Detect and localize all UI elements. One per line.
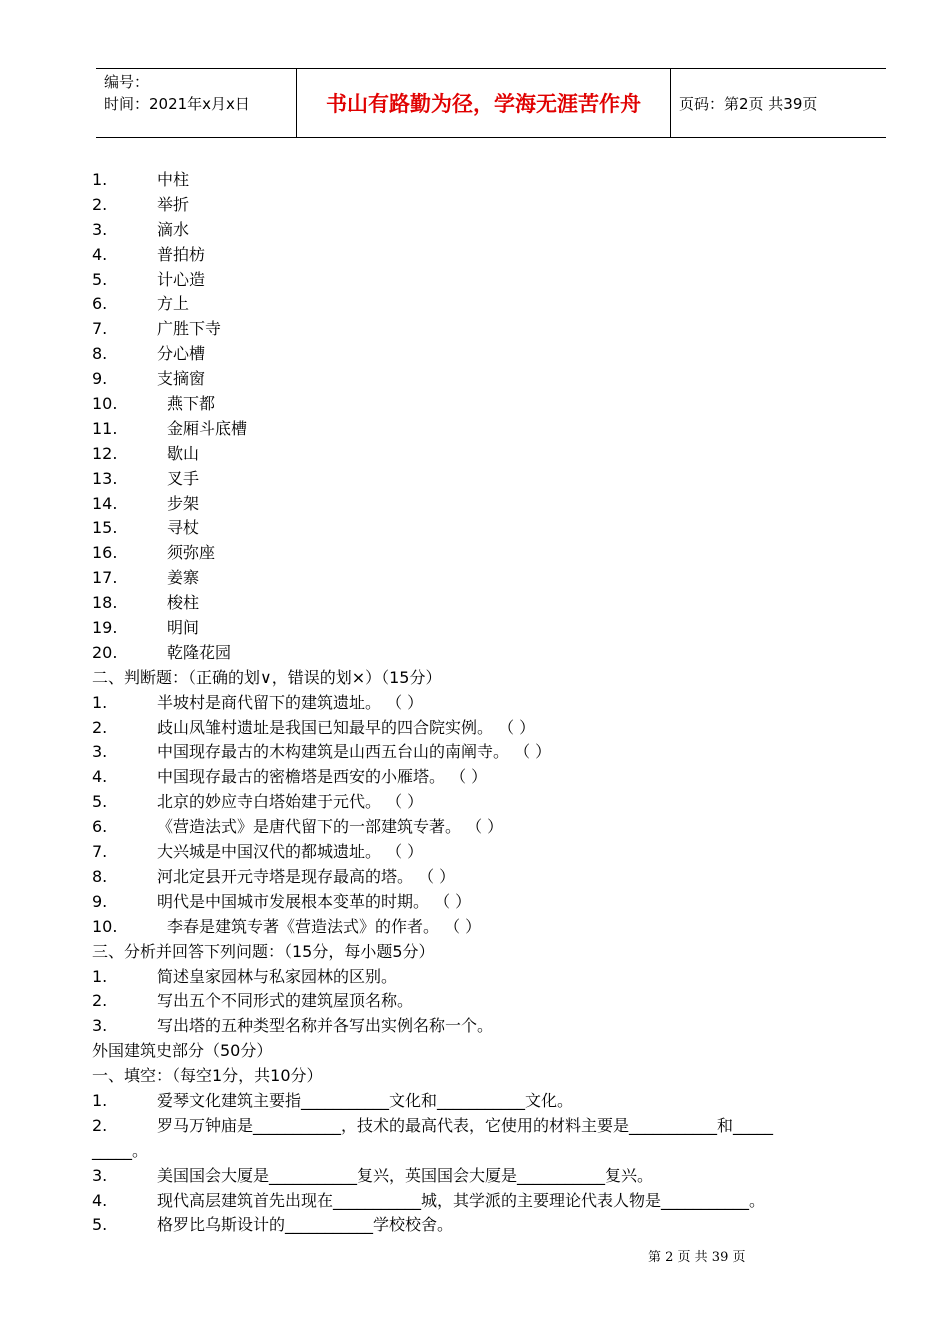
section-heading: 二、判断题：（正确的划∨，错误的划×）（15分）	[92, 667, 442, 687]
list-item: 5. 计心造	[92, 269, 206, 289]
list-item: 8. 河北定县开元寺塔是现存最高的塔。 （ ）	[92, 866, 456, 886]
part-heading: 外国建筑史部分（50分）	[92, 1041, 273, 1061]
list-item: 7. 广胜下寺	[92, 319, 222, 339]
list-item: 19. 明间	[92, 618, 200, 638]
list-item: 5. 格罗比乌斯设计的___________学校校舍。	[92, 1215, 454, 1235]
list-item: 15. 寻杖	[92, 518, 200, 538]
header-divider	[670, 69, 671, 137]
number-label: 编号：	[104, 73, 150, 91]
list-item: 3. 滴水	[92, 219, 190, 239]
list-item: 11. 金厢斗底槽	[92, 418, 248, 438]
section-heading: 三、分析并回答下列问题：（15分，每小题5分）	[92, 941, 435, 961]
page-info: 页码：第2页 共39页	[679, 95, 818, 113]
list-item-continuation: _____。	[92, 1140, 149, 1160]
section-heading: 一、填空：（每空1分，共10分）	[92, 1066, 323, 1086]
list-item: 4. 中国现存最古的密檐塔是西安的小雁塔。 （ ）	[92, 767, 488, 787]
list-item: 13. 叉手	[92, 468, 200, 488]
list-item: 10. 燕下都	[92, 394, 216, 414]
header-meta	[104, 71, 250, 115]
list-item: 3. 美国国会大厦是___________复兴，英国国会大厦是___________复兴。	[92, 1165, 654, 1185]
list-item: 6. 方上	[92, 294, 190, 314]
list-item: 4. 普拍枋	[92, 244, 206, 264]
document-body	[90, 168, 892, 1238]
list-item: 9. 明代是中国城市发展根本变革的时期。 （ ）	[92, 891, 472, 911]
list-item: 5. 北京的妙应寺白塔始建于元代。 （ ）	[92, 792, 424, 812]
list-item: 12. 歇山	[92, 443, 200, 463]
list-item: 20. 乾隆花园	[92, 642, 232, 662]
list-item: 14. 步架	[92, 493, 200, 513]
list-item: 16. 须弥座	[92, 543, 216, 563]
list-item: 3. 写出塔的五种类型名称并各写出实例名称一个。	[92, 1016, 494, 1036]
list-item: 2. 歧山凤雏村遗址是我国已知最早的四合院实例。 （ ）	[92, 717, 536, 737]
page-footer: 第 2 页 共 39 页	[648, 1250, 746, 1265]
list-item: 6. 《营造法式》是唐代留下的一部建筑专著。 （ ）	[92, 817, 504, 837]
time-label: 时间：2021年x月x日	[104, 95, 250, 113]
list-item: 10. 李春是建筑专著《营造法式》的作者。 （ ）	[92, 916, 482, 936]
list-item: 1. 中柱	[92, 170, 190, 189]
list-item: 8. 分心槽	[92, 344, 206, 364]
list-item: 9. 支摘窗	[92, 369, 206, 389]
list-item: 2. 举折	[92, 194, 190, 214]
list-item: 2. 罗马万钟庙是___________，技术的最高代表，它使用的材料主要是___________和_____	[92, 1115, 774, 1135]
list-item: 17. 姜寨	[92, 568, 200, 588]
list-item: 7. 大兴城是中国汉代的都城遗址。 （ ）	[92, 842, 424, 862]
list-item: 1. 简述皇家园林与私家园林的区别。	[92, 966, 398, 986]
header-motto: 书山有路勤为径，学海无涯苦作舟	[326, 91, 641, 116]
page-header	[96, 68, 886, 138]
list-item: 1. 半坡村是商代留下的建筑遗址。 （ ）	[92, 692, 424, 712]
list-item: 3. 中国现存最古的木构建筑是山西五台山的南阐寺。 （ ）	[92, 742, 552, 762]
list-item: 18. 梭柱	[92, 593, 200, 613]
list-item: 1. 爱琴文化建筑主要指___________文化和___________文化。	[92, 1090, 574, 1110]
list-item: 4. 现代高层建筑首先出现在___________城，其学派的主要理论代表人物是___________。	[92, 1190, 766, 1210]
list-item: 2. 写出五个不同形式的建筑屋顶名称。	[92, 991, 414, 1011]
